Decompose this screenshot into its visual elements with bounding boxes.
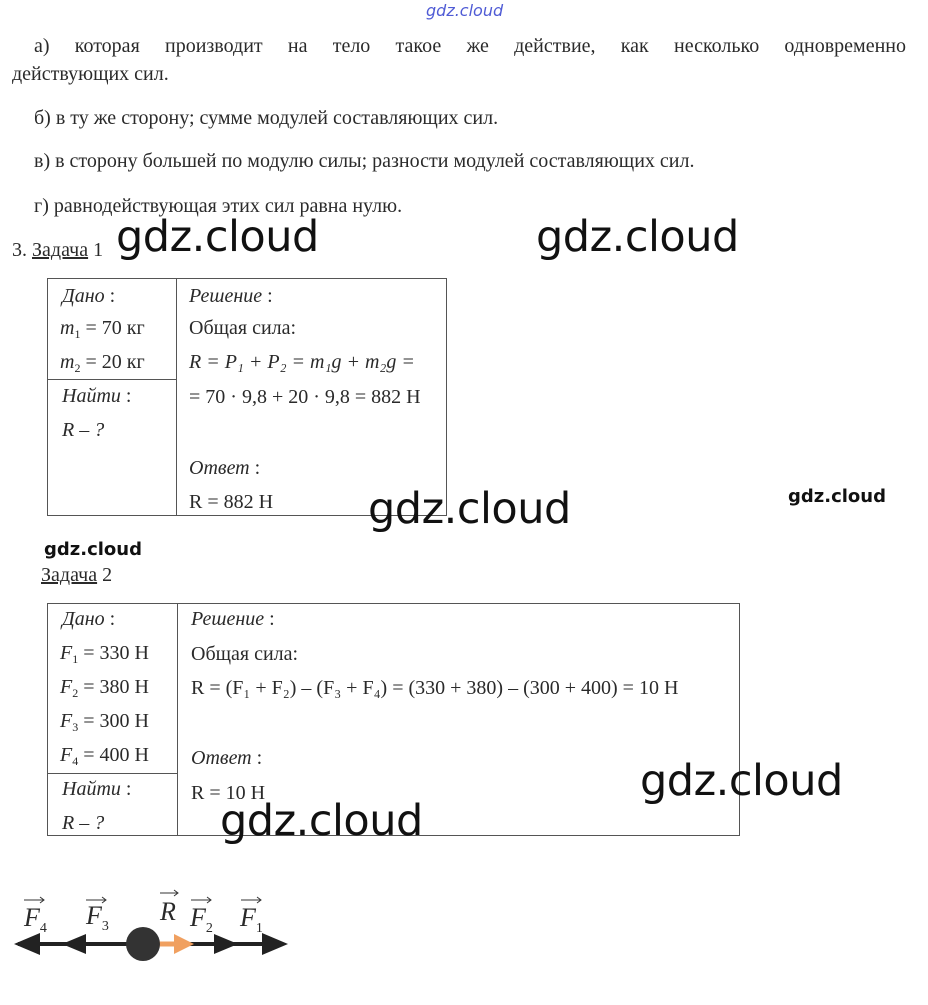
task2-answer-label: Ответ : [191, 747, 263, 769]
body-circle [126, 927, 160, 961]
watermark-top: gdz.cloud [426, 1, 504, 20]
section-number: 3. [12, 239, 27, 261]
task1-solution-label: Решение : [189, 285, 273, 307]
arrow-f3 [62, 934, 86, 954]
watermark-1: gdz.cloud [116, 212, 319, 262]
task1-given-m1: $m_1 = 70$ кг [60, 317, 145, 341]
task1-given-label: Дано : [62, 285, 116, 307]
task2-given-f4: $F_4 = 400$ Н [60, 744, 149, 768]
answer-a-line2: действующих сил. [12, 63, 169, 85]
label-f3: $F_3$ [86, 901, 109, 934]
arrow-f4 [14, 933, 40, 955]
task2-find-label: Найти : [62, 778, 132, 800]
label-f2: $F_2$ [190, 903, 213, 936]
task2-solution-intro: Общая сила: [191, 643, 299, 665]
watermark-6: gdz.cloud [640, 756, 843, 806]
watermark-7: gdz.cloud [220, 796, 423, 846]
label-f1: $F_1$ [240, 903, 263, 936]
task1-find: R – ? [62, 419, 105, 441]
task1-find-label: Найти : [62, 385, 132, 407]
force-diagram [0, 880, 300, 980]
task2-formula: R = (F₁ + F₂) – (F₃ + F₄) = (330 + 380) – (300 + 400) = 10 Н [191, 677, 679, 699]
task2-given-f2: $F_2 = 380$ Н [60, 676, 149, 700]
task1-formula2: = 70 · 9,8 + 20 · 9,8 = 882 Н [189, 386, 421, 408]
watermark-4: gdz.cloud [788, 486, 886, 507]
task1-answer: R = 882 Н [189, 491, 274, 513]
task2-solution-label: Решение : [191, 608, 275, 630]
task1-formula1: R = P₁ + P₂ = m₁g + m₂g = [189, 351, 415, 373]
label-r: R [160, 897, 176, 926]
task1-solution-intro: Общая сила: [189, 317, 297, 339]
arrow-f1 [262, 933, 288, 955]
task2-number: 2 [102, 564, 113, 586]
task1-header [12, 236, 103, 264]
task1-table [47, 278, 447, 516]
task2-given-label: Дано : [62, 608, 116, 630]
task2-answer: R = 10 Н [191, 782, 266, 804]
task1-number: 1 [93, 239, 104, 261]
task2-title: Задача [41, 564, 98, 586]
task2-find: R – ? [62, 812, 105, 834]
task1-title: Задача [32, 239, 89, 261]
arrow-r-head [174, 934, 194, 954]
answer-g: г) равнодействующая этих сил равна нулю. [34, 195, 403, 217]
answer-b: б) в ту же сторону; сумме модулей составляющих сил. [34, 107, 499, 129]
task2-given-f3: $F_3 = 300$ Н [60, 710, 149, 734]
watermark-3: gdz.cloud [368, 484, 571, 534]
label-f4: $F_4$ [24, 903, 47, 936]
answer-v: в) в сторону большей по модулю силы; разности модулей составляющих сил. [34, 150, 695, 172]
arrow-f2 [214, 934, 238, 954]
task2-given-f1: $F_1 = 330$ Н [60, 642, 149, 666]
watermark-2: gdz.cloud [536, 212, 739, 262]
task2-header [41, 561, 112, 589]
watermark-5: gdz.cloud [44, 539, 142, 560]
answer-a-line1: а) которая производит на тело такое же действие, как несколько одновременно [34, 35, 906, 57]
task1-given-m2: $m_2 = 20$ кг [60, 351, 145, 375]
task1-answer-label: Ответ : [189, 457, 261, 479]
